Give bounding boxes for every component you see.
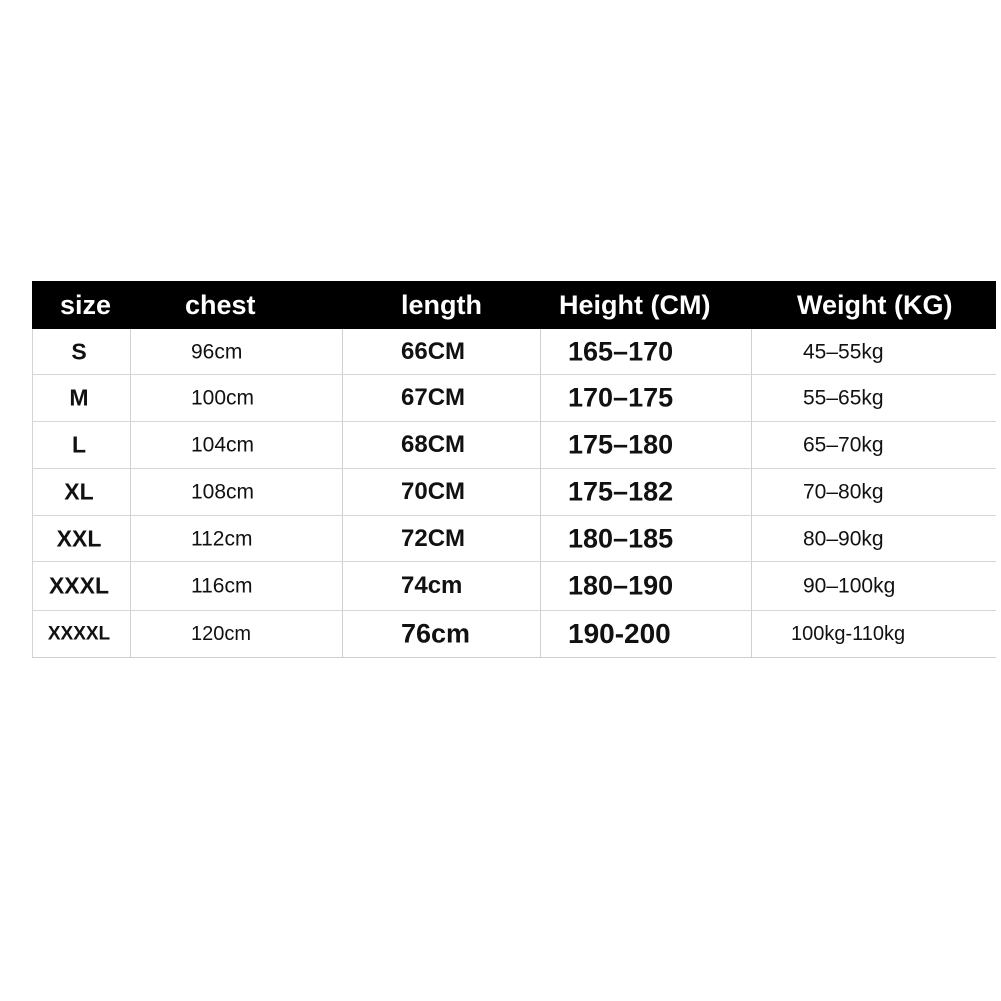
table-row [33, 375, 996, 421]
weight-cell: 100kg-110kg [791, 623, 906, 645]
header-chest: chest [185, 290, 256, 320]
weight-cell: 65–70kg [803, 433, 884, 457]
chest-cell: 104cm [191, 433, 255, 457]
size-chart-table [32, 281, 996, 658]
header-size: size [60, 290, 112, 320]
chest-cell: 120cm [191, 623, 252, 645]
header-length: length [401, 290, 482, 320]
weight-cell: 70–80kg [803, 480, 884, 504]
weight-cell: 55–65kg [803, 386, 884, 410]
length-cell: 70CM [401, 478, 466, 505]
weight-cell: 90–100kg [803, 574, 896, 598]
height-cell: 175–180 [568, 429, 674, 460]
height-cell: 190-200 [568, 618, 671, 649]
header-weight: Weight (KG) [797, 290, 953, 320]
chest-cell: 108cm [191, 480, 255, 504]
table-body [32, 329, 996, 658]
size-cell: L [71, 431, 87, 458]
height-cell: 175–182 [568, 476, 674, 507]
size-cell: XXXL [48, 572, 110, 599]
table-row [33, 469, 996, 515]
weight-cell: 45–55kg [803, 340, 884, 363]
height-cell: 180–185 [568, 523, 674, 553]
chest-cell: 116cm [191, 574, 253, 598]
size-cell: M [69, 384, 89, 411]
length-cell: 66CM [401, 337, 466, 365]
table-row [33, 611, 996, 657]
table-row [33, 562, 996, 610]
length-cell: 68CM [401, 431, 466, 458]
table-row [33, 329, 996, 374]
chest-cell: 96cm [191, 340, 243, 363]
height-cell: 180–190 [568, 570, 674, 601]
table-row [33, 422, 996, 468]
header-height: Height (CM) [559, 290, 711, 320]
size-cell: XXL [56, 525, 102, 551]
length-cell: 72CM [401, 524, 466, 552]
length-cell: 67CM [401, 384, 466, 411]
table-header-row [32, 281, 996, 329]
size-cell: XXXXL [47, 623, 111, 645]
length-cell: 74cm [401, 572, 463, 599]
size-cell: XL [64, 478, 94, 505]
chest-cell: 112cm [191, 527, 253, 550]
weight-cell: 80–90kg [803, 527, 884, 550]
size-cell: S [71, 338, 87, 364]
table-row [33, 516, 996, 561]
length-cell: 76cm [401, 618, 471, 649]
height-cell: 165–170 [568, 336, 674, 366]
height-cell: 170–175 [568, 382, 674, 413]
chest-cell: 100cm [191, 386, 255, 410]
